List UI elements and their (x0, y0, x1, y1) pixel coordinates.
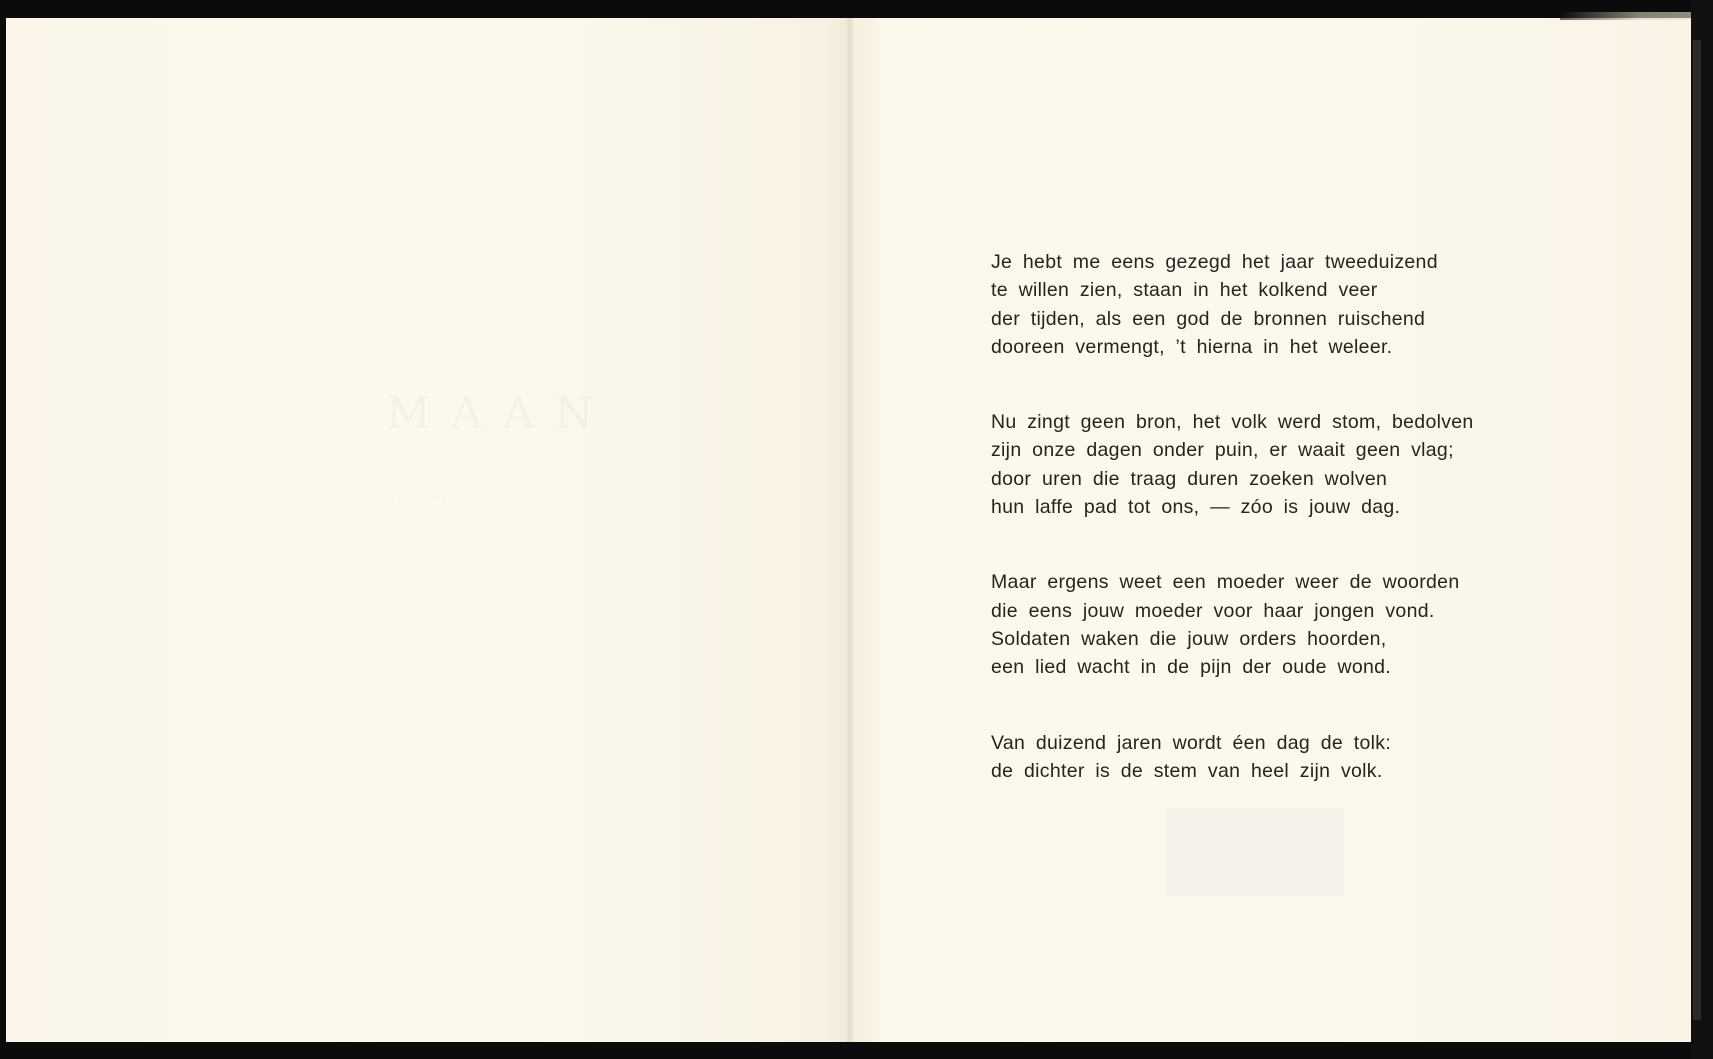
stanza-4 (991, 729, 1551, 786)
poem-line: der tijden, als een god de bronnen ruischend (991, 307, 1426, 330)
poem-line: Nu zingt geen bron, het volk werd stom, bedolven (991, 411, 1474, 434)
poem-line: de dichter is de stem van heel zijn volk. (991, 759, 1383, 782)
book-gutter (846, 18, 854, 1042)
left-page (6, 18, 850, 1042)
page-edge-highlight (1560, 12, 1692, 20)
poem-line: een lied wacht in de pijn der oude wond. (991, 656, 1391, 679)
poem-line: te willen zien, staan in het kolkend veer (991, 279, 1378, 302)
book-spread (6, 18, 1691, 1042)
poem-line: door uren die traag duren zoeken wolven (991, 467, 1388, 490)
show-through-print (386, 388, 596, 439)
page-edge-strip (1693, 40, 1701, 1020)
stanza-2 (991, 408, 1551, 521)
stanza-1 (991, 248, 1551, 361)
poem-line: Van duizend jaren wordt éen dag de tolk: (991, 731, 1392, 754)
poem-line: dooreen vermengt, ’t hierna in het weleer. (991, 335, 1393, 358)
poem-line: Je hebt me eens gezegd het jaar tweeduizend (991, 251, 1438, 273)
show-through-print (396, 488, 448, 509)
scan-edge (1691, 0, 1713, 1059)
poem-line: Maar ergens weet een moeder weer de woorden (991, 571, 1460, 594)
poem-line: die eens jouw moeder voor haar jongen vond. (991, 599, 1435, 622)
poem-line: Soldaten waken die jouw orders hoorden, (991, 627, 1387, 650)
stanza-3 (991, 568, 1551, 681)
poem (991, 248, 1551, 832)
poem-line: zijn onze dagen onder puin, er waait geen vlag; (991, 439, 1454, 462)
poem-line: hun laffe pad tot ons, — zóo is jouw dag. (991, 496, 1401, 519)
